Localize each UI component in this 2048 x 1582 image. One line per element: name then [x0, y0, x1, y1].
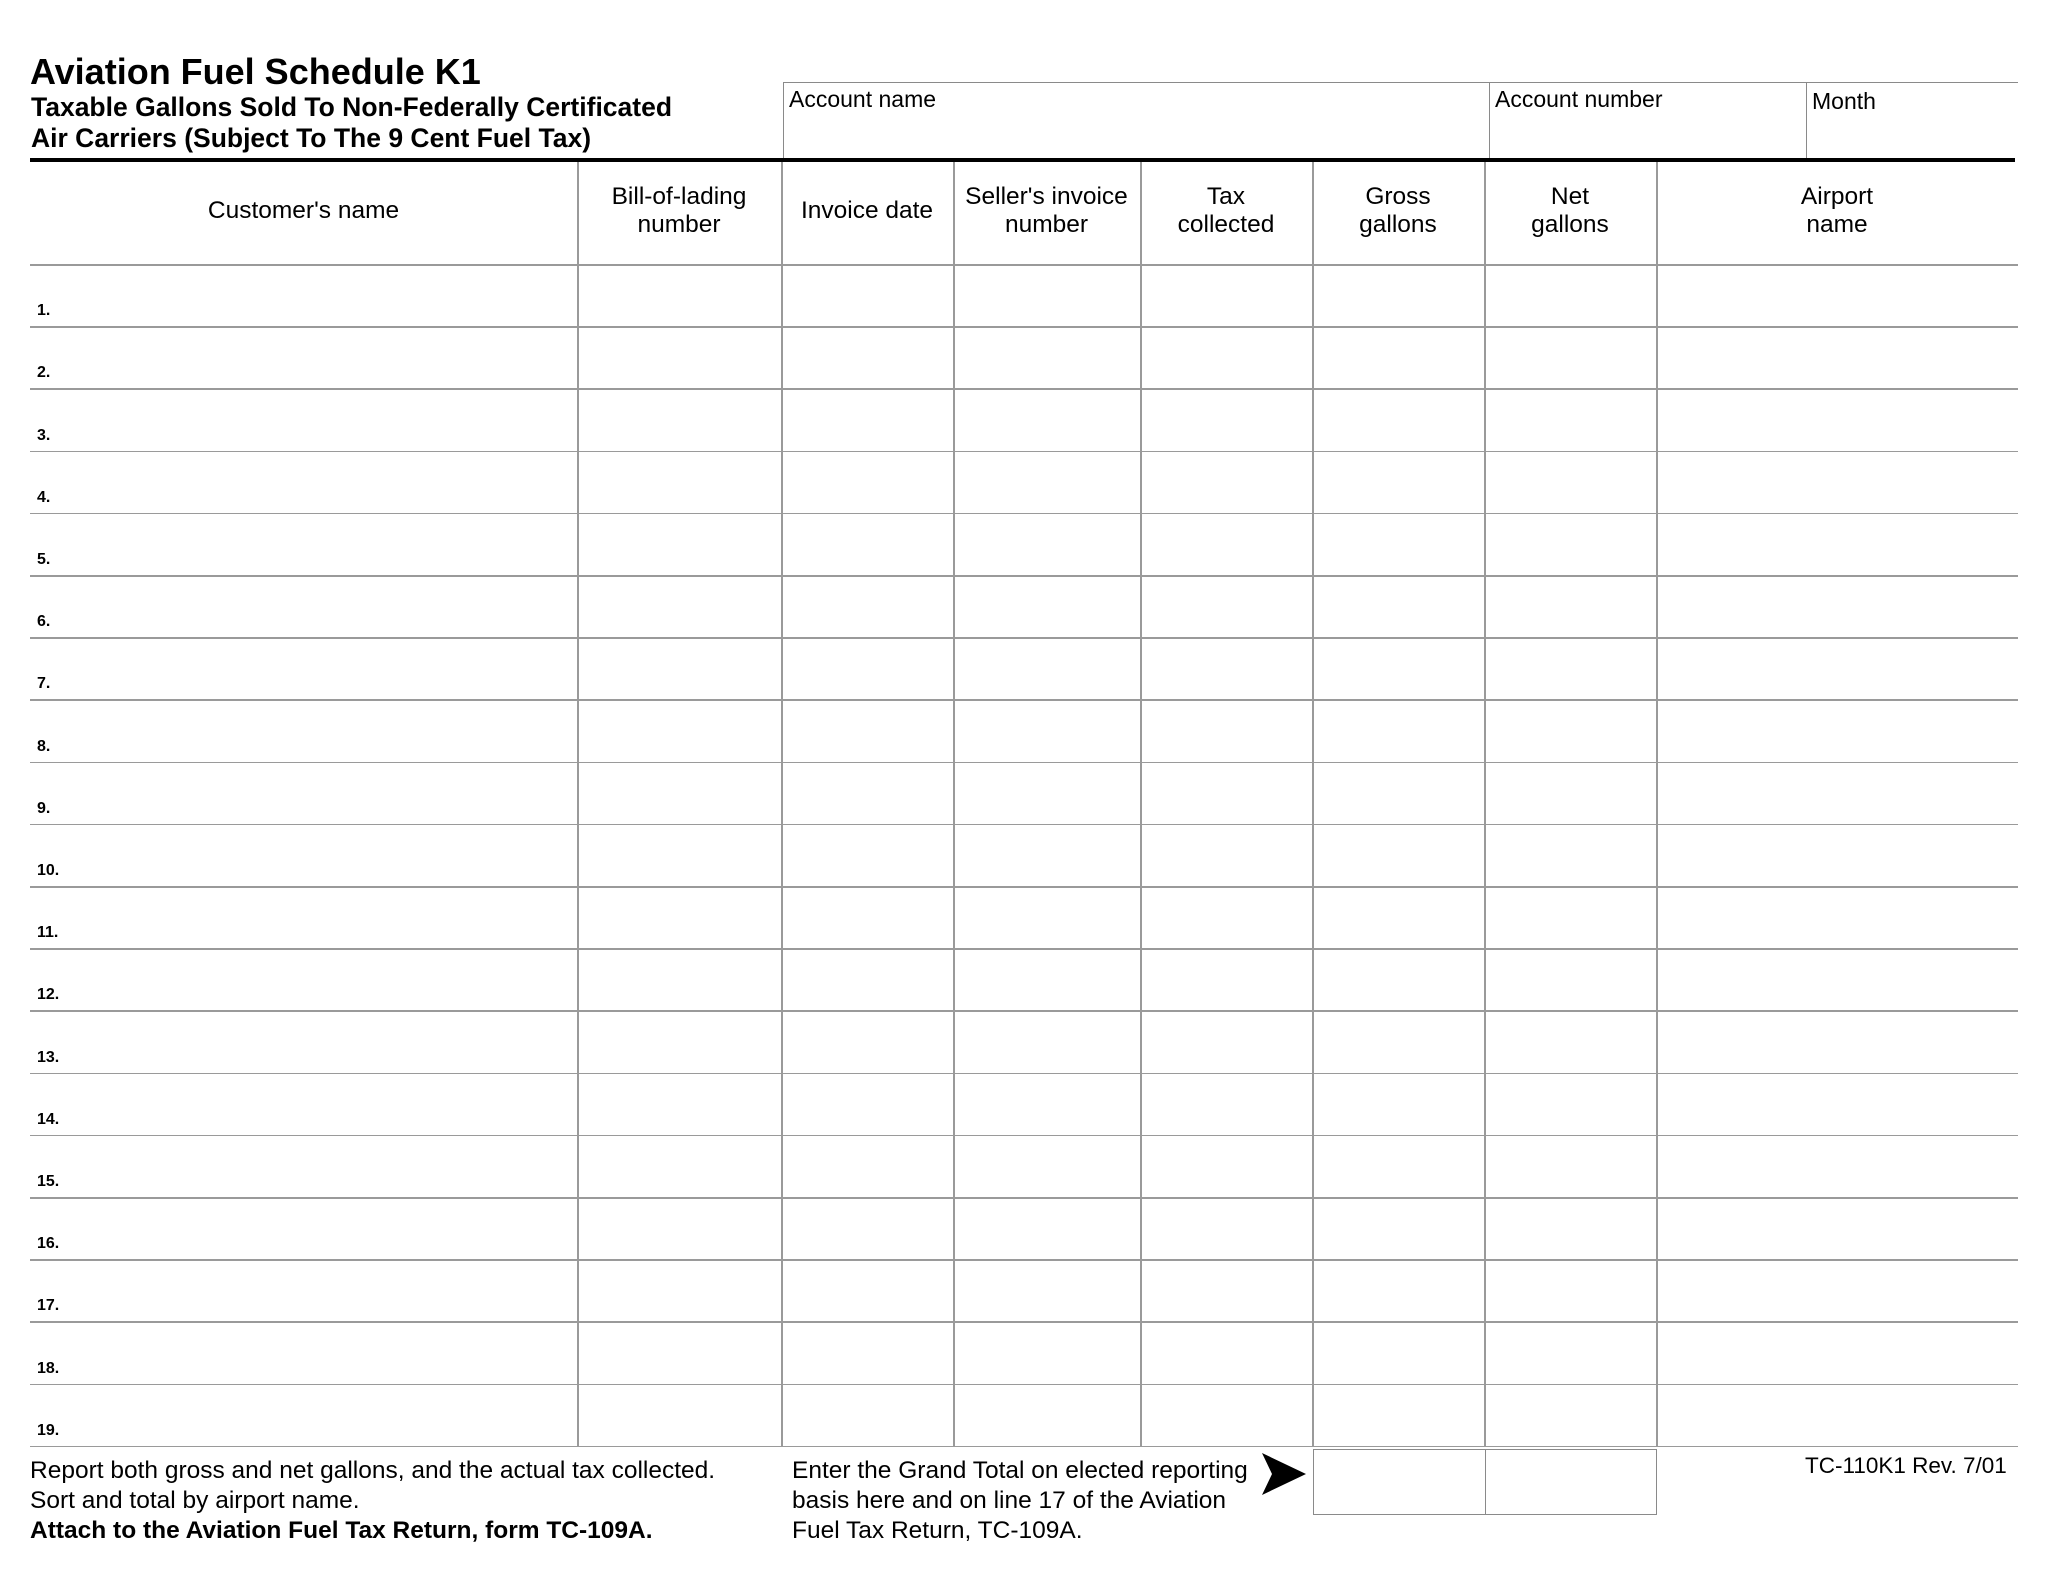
form-subtitle [31, 92, 672, 154]
row-15-invoice-date-cell[interactable] [783, 1137, 951, 1195]
row-number: 10. [37, 862, 60, 879]
row-number: 15. [37, 1173, 60, 1190]
column-header-seller-invoice [953, 162, 1140, 260]
row-5-bill-of-lading-cell[interactable] [579, 515, 779, 573]
row-12-net-gallons-cell[interactable] [1486, 950, 1654, 1008]
account-number-label: Account number [1495, 86, 1663, 112]
row-number: 11. [37, 924, 59, 942]
row-14-airport-name-cell[interactable] [1658, 1075, 2016, 1133]
row-7-airport-name-cell[interactable] [1658, 639, 2016, 697]
row-12-seller-invoice-cell[interactable] [955, 950, 1138, 1008]
row-15-seller-invoice-cell[interactable] [955, 1137, 1138, 1195]
row-11-gross-gallons-cell[interactable] [1314, 888, 1482, 946]
column-header-line-2: gallons [1531, 211, 1609, 238]
row-3-airport-name-cell[interactable] [1658, 390, 2016, 448]
row-15-gross-gallons-cell[interactable] [1314, 1137, 1482, 1195]
row-16-tax-collected-cell[interactable] [1142, 1199, 1310, 1257]
month-field[interactable] [1806, 82, 2018, 160]
row-4-airport-name-cell[interactable] [1658, 453, 2016, 511]
row-number: 4. [37, 488, 51, 506]
row-10-seller-invoice-cell[interactable] [955, 826, 1138, 884]
row-1-gross-gallons-cell[interactable] [1314, 266, 1482, 324]
row-number: 2. [37, 364, 51, 382]
row-number: 19. [37, 1421, 60, 1439]
grand-total-instructions [792, 1456, 1248, 1546]
row-7-invoice-date-cell[interactable] [783, 639, 951, 697]
row-7-seller-invoice-cell[interactable] [955, 639, 1138, 697]
row-9-invoice-date-cell[interactable] [783, 764, 951, 822]
row-6-gross-gallons-cell[interactable] [1314, 577, 1482, 635]
column-header-line-2: collected [1177, 211, 1275, 238]
row-17-bill-of-lading-cell[interactable] [579, 1261, 779, 1319]
column-header-line-1: Seller's invoice [965, 183, 1128, 210]
row-1-invoice-date-cell[interactable] [783, 266, 951, 324]
row-9-customer-name-cell[interactable] [70, 764, 575, 822]
row-12-gross-gallons-cell[interactable] [1314, 950, 1482, 1008]
column-header-bill-of-lading [577, 162, 781, 260]
row-16-invoice-date-cell[interactable] [783, 1199, 951, 1257]
row-1-customer-name-cell[interactable] [70, 266, 575, 324]
gross-gallons-total-field[interactable] [1313, 1449, 1486, 1515]
grand-total-line-2: basis here and on line 17 of the Aviation [792, 1487, 1227, 1514]
row-2-bill-of-lading-cell[interactable] [579, 328, 779, 386]
row-3-seller-invoice-cell[interactable] [955, 390, 1138, 448]
net-gallons-total-field[interactable] [1485, 1449, 1657, 1515]
row-15-airport-name-cell[interactable] [1658, 1137, 2016, 1195]
column-header-line-2: number [637, 211, 721, 238]
row-number: 8. [37, 737, 51, 755]
row-19-seller-invoice-cell[interactable] [955, 1386, 1138, 1444]
row-8-seller-invoice-cell[interactable] [955, 701, 1138, 759]
column-header-line-1: Airport [1800, 183, 1874, 210]
column-header-line-2: gallons [1359, 211, 1437, 238]
row-10-airport-name-cell[interactable] [1658, 826, 2016, 884]
row-19-airport-name-cell[interactable] [1658, 1386, 2016, 1444]
row-4-invoice-date-cell[interactable] [783, 453, 951, 511]
row-number: 16. [37, 1235, 60, 1253]
row-8-net-gallons-cell[interactable] [1486, 701, 1654, 759]
account-name-field[interactable] [783, 82, 1490, 160]
row-3-bill-of-lading-cell[interactable] [579, 390, 779, 448]
row-6-tax-collected-cell[interactable] [1142, 577, 1310, 635]
row-18-gross-gallons-cell[interactable] [1314, 1323, 1482, 1381]
row-18-invoice-date-cell[interactable] [783, 1323, 951, 1381]
row-11-net-gallons-cell[interactable] [1486, 888, 1654, 946]
row-number: 6. [37, 613, 51, 631]
row-8-invoice-date-cell[interactable] [783, 701, 951, 759]
row-7-bill-of-lading-cell[interactable] [579, 639, 779, 697]
row-18-seller-invoice-cell[interactable] [955, 1323, 1138, 1381]
row-9-net-gallons-cell[interactable] [1486, 764, 1654, 822]
row-8-bill-of-lading-cell[interactable] [579, 701, 779, 759]
row-5-airport-name-cell[interactable] [1658, 515, 2016, 573]
row-18-net-gallons-cell[interactable] [1486, 1323, 1654, 1381]
subtitle-line-2: Air Carriers (Subject To The 9 Cent Fuel Tax) [31, 123, 592, 153]
row-1-net-gallons-cell[interactable] [1486, 266, 1654, 324]
row-2-gross-gallons-cell[interactable] [1314, 328, 1482, 386]
row-17-customer-name-cell[interactable] [70, 1261, 575, 1319]
row-5-tax-collected-cell[interactable] [1142, 515, 1310, 573]
row-13-bill-of-lading-cell[interactable] [579, 1012, 779, 1070]
row-14-tax-collected-cell[interactable] [1142, 1075, 1310, 1133]
row-10-bill-of-lading-cell[interactable] [579, 826, 779, 884]
row-11-bill-of-lading-cell[interactable] [579, 888, 779, 946]
grand-total-line-3: Fuel Tax Return, TC-109A. [792, 1517, 1083, 1544]
row-divider [30, 1446, 2018, 1448]
row-9-airport-name-cell[interactable] [1658, 764, 2016, 822]
row-3-gross-gallons-cell[interactable] [1314, 390, 1482, 448]
row-number: 18. [37, 1359, 60, 1377]
row-13-tax-collected-cell[interactable] [1142, 1012, 1310, 1070]
row-6-invoice-date-cell[interactable] [783, 577, 951, 635]
row-4-customer-name-cell[interactable] [70, 453, 575, 511]
row-13-customer-name-cell[interactable] [70, 1012, 575, 1070]
row-6-net-gallons-cell[interactable] [1486, 577, 1654, 635]
row-18-airport-name-cell[interactable] [1658, 1323, 2016, 1381]
column-header-customer-name [30, 162, 577, 260]
row-9-gross-gallons-cell[interactable] [1314, 764, 1482, 822]
row-17-invoice-date-cell[interactable] [783, 1261, 951, 1319]
row-7-net-gallons-cell[interactable] [1486, 639, 1654, 697]
row-14-gross-gallons-cell[interactable] [1314, 1075, 1482, 1133]
column-header-line-2: name [1806, 211, 1868, 238]
row-11-seller-invoice-cell[interactable] [955, 888, 1138, 946]
row-7-tax-collected-cell[interactable] [1142, 639, 1310, 697]
subtitle-line-1: Taxable Gallons Sold To Non-Federally Certificated [31, 92, 673, 122]
row-6-airport-name-cell[interactable] [1658, 577, 2016, 635]
row-4-bill-of-lading-cell[interactable] [579, 453, 779, 511]
arrow-right-icon [1262, 1453, 1306, 1495]
row-1-seller-invoice-cell[interactable] [955, 266, 1138, 324]
row-10-net-gallons-cell[interactable] [1486, 826, 1654, 884]
row-number: 1. [37, 302, 51, 320]
account-name-label: Account name [789, 86, 937, 112]
row-11-invoice-date-cell[interactable] [783, 888, 951, 946]
column-header-line-1: Tax [1206, 183, 1246, 210]
row-10-invoice-date-cell[interactable] [783, 826, 951, 884]
row-18-customer-name-cell[interactable] [70, 1323, 575, 1381]
row-2-invoice-date-cell[interactable] [783, 328, 951, 386]
row-3-customer-name-cell[interactable] [70, 390, 575, 448]
footer-instructions [30, 1456, 715, 1546]
row-17-airport-name-cell[interactable] [1658, 1261, 2016, 1319]
row-number: 17. [37, 1297, 60, 1315]
row-18-tax-collected-cell[interactable] [1142, 1323, 1310, 1381]
row-10-tax-collected-cell[interactable] [1142, 826, 1310, 884]
row-13-net-gallons-cell[interactable] [1486, 1012, 1654, 1070]
row-15-customer-name-cell[interactable] [70, 1137, 575, 1195]
row-12-invoice-date-cell[interactable] [783, 950, 951, 1008]
row-number: 5. [37, 551, 51, 568]
row-17-gross-gallons-cell[interactable] [1314, 1261, 1482, 1319]
row-14-net-gallons-cell[interactable] [1486, 1075, 1654, 1133]
row-16-airport-name-cell[interactable] [1658, 1199, 2016, 1257]
row-number: 3. [37, 426, 51, 444]
row-4-seller-invoice-cell[interactable] [955, 453, 1138, 511]
row-2-net-gallons-cell[interactable] [1486, 328, 1654, 386]
row-6-seller-invoice-cell[interactable] [955, 577, 1138, 635]
row-11-customer-name-cell[interactable] [70, 888, 575, 946]
row-19-tax-collected-cell[interactable] [1142, 1386, 1310, 1444]
row-19-gross-gallons-cell[interactable] [1314, 1386, 1482, 1444]
row-17-tax-collected-cell[interactable] [1142, 1261, 1310, 1319]
instructions-line-3: Attach to the Aviation Fuel Tax Return, form TC-109A. [30, 1517, 653, 1544]
row-number: 9. [37, 799, 51, 817]
row-5-customer-name-cell[interactable] [70, 515, 575, 573]
form-number: TC-110K1 Rev. 7/01 [1805, 1453, 2007, 1478]
row-number: 12. [37, 986, 60, 1004]
row-5-seller-invoice-cell[interactable] [955, 515, 1138, 573]
row-13-gross-gallons-cell[interactable] [1314, 1012, 1482, 1070]
row-8-airport-name-cell[interactable] [1658, 701, 2016, 759]
row-14-bill-of-lading-cell[interactable] [579, 1075, 779, 1133]
row-19-bill-of-lading-cell[interactable] [579, 1386, 779, 1444]
column-header-line-1: Invoice date [800, 197, 934, 224]
row-1-airport-name-cell[interactable] [1658, 266, 2016, 324]
row-8-tax-collected-cell[interactable] [1142, 701, 1310, 759]
row-13-seller-invoice-cell[interactable] [955, 1012, 1138, 1070]
column-header-line-1: Bill-of-lading [611, 183, 747, 210]
row-9-seller-invoice-cell[interactable] [955, 764, 1138, 822]
row-4-tax-collected-cell[interactable] [1142, 453, 1310, 511]
row-8-gross-gallons-cell[interactable] [1314, 701, 1482, 759]
row-13-invoice-date-cell[interactable] [783, 1012, 951, 1070]
row-15-bill-of-lading-cell[interactable] [579, 1137, 779, 1195]
row-10-gross-gallons-cell[interactable] [1314, 826, 1482, 884]
row-1-bill-of-lading-cell[interactable] [579, 266, 779, 324]
row-9-bill-of-lading-cell[interactable] [579, 764, 779, 822]
row-number: 13. [37, 1048, 60, 1066]
row-2-customer-name-cell[interactable] [70, 328, 575, 386]
row-19-net-gallons-cell[interactable] [1486, 1386, 1654, 1444]
row-17-seller-invoice-cell[interactable] [955, 1261, 1138, 1319]
row-10-customer-name-cell[interactable] [70, 826, 575, 884]
row-11-airport-name-cell[interactable] [1658, 888, 2016, 946]
row-12-customer-name-cell[interactable] [70, 950, 575, 1008]
row-5-gross-gallons-cell[interactable] [1314, 515, 1482, 573]
row-15-net-gallons-cell[interactable] [1486, 1137, 1654, 1195]
month-label: Month [1812, 88, 1876, 114]
row-17-net-gallons-cell[interactable] [1486, 1261, 1654, 1319]
row-12-airport-name-cell[interactable] [1658, 950, 2016, 1008]
form-title: Aviation Fuel Schedule K1 [30, 51, 481, 92]
column-header-net-gallons [1484, 162, 1656, 260]
row-16-gross-gallons-cell[interactable] [1314, 1199, 1482, 1257]
account-number-field[interactable] [1489, 82, 1807, 160]
column-header-gross-gallons [1312, 162, 1484, 260]
row-1-tax-collected-cell[interactable] [1142, 266, 1310, 324]
row-6-customer-name-cell[interactable] [70, 577, 575, 635]
row-4-net-gallons-cell[interactable] [1486, 453, 1654, 511]
row-6-bill-of-lading-cell[interactable] [579, 577, 779, 635]
row-3-invoice-date-cell[interactable] [783, 390, 951, 448]
row-8-customer-name-cell[interactable] [70, 701, 575, 759]
column-header-line-2: number [1004, 211, 1089, 238]
row-12-bill-of-lading-cell[interactable] [579, 950, 779, 1008]
row-16-customer-name-cell[interactable] [70, 1199, 575, 1257]
row-5-net-gallons-cell[interactable] [1486, 515, 1654, 573]
column-header-line-1: Customer's name [207, 197, 400, 224]
row-number: 7. [37, 675, 51, 693]
column-header-tax-collected [1140, 162, 1312, 260]
row-3-net-gallons-cell[interactable] [1486, 390, 1654, 448]
row-16-seller-invoice-cell[interactable] [955, 1199, 1138, 1257]
row-14-seller-invoice-cell[interactable] [955, 1075, 1138, 1133]
row-18-bill-of-lading-cell[interactable] [579, 1323, 779, 1381]
instructions-line-1: Report both gross and net gallons, and the actual tax collected. [30, 1457, 716, 1484]
row-19-invoice-date-cell[interactable] [783, 1386, 951, 1444]
grand-total-line-1: Enter the Grand Total on elected reporting [792, 1457, 1248, 1484]
row-16-bill-of-lading-cell[interactable] [579, 1199, 779, 1257]
row-13-airport-name-cell[interactable] [1658, 1012, 2016, 1070]
row-number: 14. [37, 1110, 60, 1128]
column-header-line-1: Gross [1365, 183, 1431, 210]
row-2-airport-name-cell[interactable] [1658, 328, 2016, 386]
row-7-customer-name-cell[interactable] [70, 639, 575, 697]
row-14-invoice-date-cell[interactable] [783, 1075, 951, 1133]
row-4-gross-gallons-cell[interactable] [1314, 453, 1482, 511]
row-11-tax-collected-cell[interactable] [1142, 888, 1310, 946]
row-7-gross-gallons-cell[interactable] [1314, 639, 1482, 697]
row-16-net-gallons-cell[interactable] [1486, 1199, 1654, 1257]
row-5-invoice-date-cell[interactable] [783, 515, 951, 573]
row-3-tax-collected-cell[interactable] [1142, 390, 1310, 448]
column-header-invoice-date [781, 162, 953, 260]
row-15-tax-collected-cell[interactable] [1142, 1137, 1310, 1195]
instructions-line-2: Sort and total by airport name. [30, 1487, 360, 1514]
row-19-customer-name-cell[interactable] [70, 1386, 575, 1444]
row-12-tax-collected-cell[interactable] [1142, 950, 1310, 1008]
column-header-airport-name [1656, 162, 2018, 260]
row-14-customer-name-cell[interactable] [70, 1075, 575, 1133]
row-9-tax-collected-cell[interactable] [1142, 764, 1310, 822]
column-header-line-1: Net [1550, 183, 1590, 210]
row-2-seller-invoice-cell[interactable] [955, 328, 1138, 386]
row-2-tax-collected-cell[interactable] [1142, 328, 1310, 386]
